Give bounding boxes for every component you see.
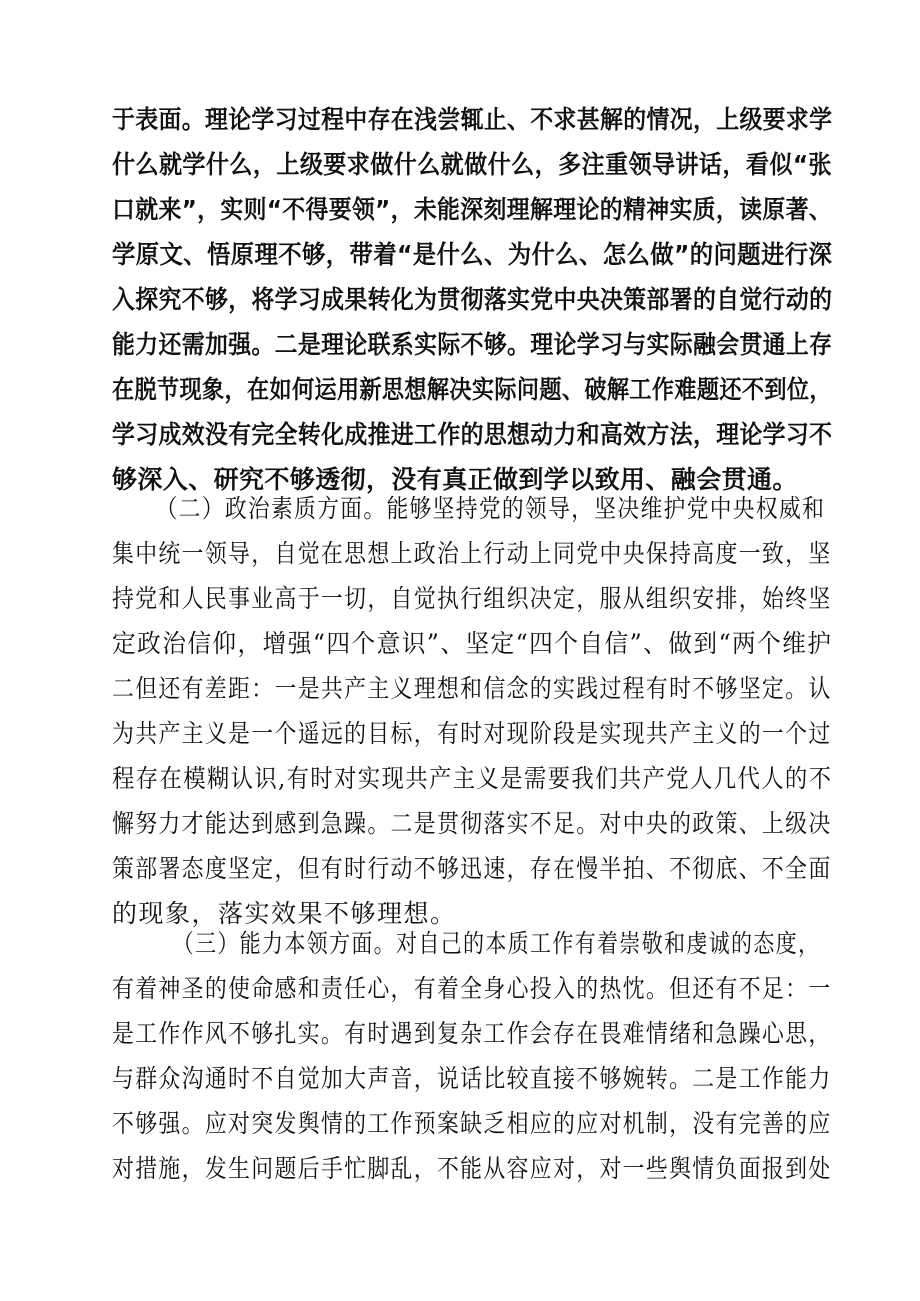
text-line: 入探究不够，将学习成果转化为贯彻落实党中央决策部署的自觉行动的 (112, 285, 833, 314)
text-line: 的现象，落实效果不够理想。 (112, 899, 457, 928)
text-line: 与群众沟通时不自觉加大声音，说话比较直接不够婉转。二是工作能力 (112, 1064, 832, 1093)
text-line: 持党和人民事业高于一切，自觉执行组织决定，服从组织安排，始终坚 (112, 584, 832, 613)
text-line: 口就来”，实则“不得要领”，未能深刻理解理论的精神实质，读原著、 (112, 195, 833, 224)
text-line: 什么就学什么，上级要求做什么就做什么，多注重领导讲话，看似“张 (112, 150, 832, 179)
text-line: 在脱节现象，在如何运用新思想解决实际问题、破解工作难题还不到位， (112, 375, 832, 404)
text-line: 定政治信仰，增强“四个意识”、坚定“四个自信”、做到“两个维护 (112, 629, 833, 658)
text-line: 对措施，发生问题后手忙脚乱，不能从容应对，对一些舆情负面报到处 (112, 1154, 832, 1183)
text-line-first: （二）政治素质方面。能够坚持党的领导，坚决维护党中央权威和 (155, 494, 826, 523)
text-line: 能力还需加强。二是理论联系实际不够。理论学习与实际融会贯通上存 (112, 330, 833, 359)
text-line: 学习成效没有完全转化成推进工作的思想动力和高效方法，理论学习不 (112, 420, 833, 449)
text-line: 为共产主义是一个遥远的目标，有时对现阶段是实现共产主义的一个过 (112, 719, 832, 748)
text-line-first: （三）能力本领方面。对自己的本质工作有着崇敬和虔诚的态度， (172, 929, 821, 958)
paragraph-theory-study (112, 97, 832, 502)
text-line: 不够强。应对突发舆情的工作预案缺乏相应的应对机制，没有完善的应 (112, 1109, 832, 1138)
text-line: 集中统一领导，自觉在思想上政治上行动上同党中央保持高度一致，坚 (112, 539, 832, 568)
paragraph-political-quality (112, 486, 832, 936)
text-line: 是工作作风不够扎实。有时遇到复杂工作会存在畏难情绪和急躁心思， (112, 1019, 832, 1048)
text-line: 学原文、悟原理不够，带着“是什么、为什么、怎么做”的问题进行深 (112, 240, 833, 269)
text-line: 策部署态度坚定，但有时行动不够迅速，存在慢半拍、不彻底、不全面 (112, 854, 832, 883)
text-line: 程存在模糊认识,有时对实现共产主义是需要我们共产党人几代人的不 (112, 764, 833, 793)
text-line: 懈努力才能达到感到急躁。二是贯彻落实不足。对中央的政策、上级决 (112, 809, 832, 838)
text-line: 够深入、研究不够透彻，没有真正做到学以致用、融会贯通。 (112, 465, 798, 494)
text-line: 于表面。理论学习过程中存在浅尝辄止、不求甚解的情况，上级要求学 (112, 105, 833, 134)
text-line: 有着神圣的使命感和责任心，有着全身心投入的热忱。但还有不足：一 (112, 974, 832, 1003)
paragraph-ability-skills (112, 921, 832, 1191)
text-line: 二但还有差距：一是共产主义理想和信念的实践过程有时不够坚定。认 (112, 674, 832, 703)
